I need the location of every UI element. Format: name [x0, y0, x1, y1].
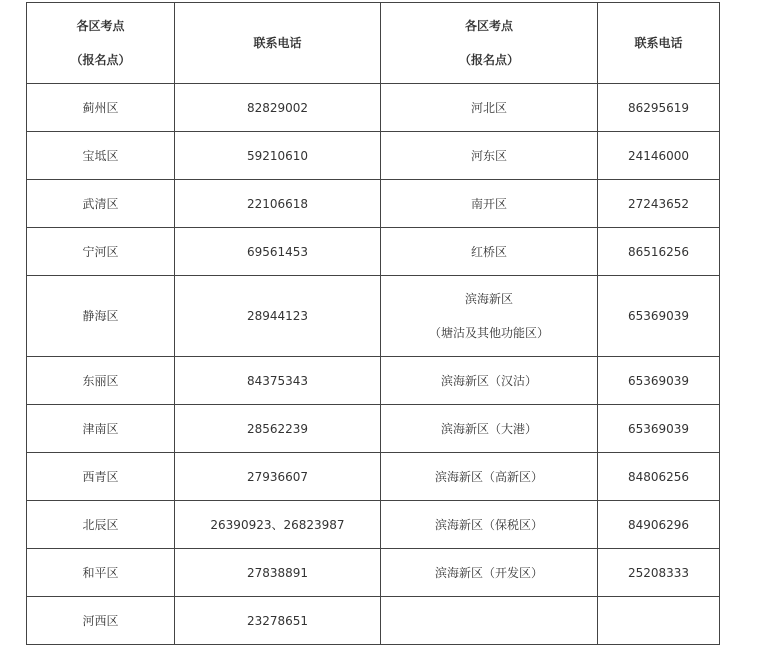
- right-district-cell: 滨海新区（汉沽）: [381, 357, 598, 405]
- left-district-cell: 宁河区: [27, 228, 175, 276]
- right-phone-cell: [598, 597, 720, 645]
- left-district-cell: 蓟州区: [27, 84, 175, 132]
- contact-table: [26, 2, 720, 645]
- left-phone-cell: 27838891: [175, 549, 381, 597]
- table-row: [27, 549, 720, 597]
- left-district-cell: 和平区: [27, 549, 175, 597]
- left-phone-cell: 23278651: [175, 597, 381, 645]
- left-phone-cell: 27936607: [175, 453, 381, 501]
- left-district-cell: 东丽区: [27, 357, 175, 405]
- right-district-cell: 滨海新区（保税区）: [381, 501, 598, 549]
- left-district-cell: 宝坻区: [27, 132, 175, 180]
- right-phone-cell: 86295619: [598, 84, 720, 132]
- table-row: [27, 84, 720, 132]
- left-phone-cell: 28562239: [175, 405, 381, 453]
- left-phone-cell: 22106618: [175, 180, 381, 228]
- header-phone-title: 联系电话: [634, 36, 683, 50]
- right-phone-cell: 86516256: [598, 228, 720, 276]
- right-phone-cell: 84906296: [598, 501, 720, 549]
- header-district-right: [381, 3, 598, 84]
- right-district-cell: 河北区: [381, 84, 598, 132]
- right-district-cell: [381, 597, 598, 645]
- left-phone-cell: 26390923、26823987: [175, 501, 381, 549]
- right-phone-cell: 25208333: [598, 549, 720, 597]
- right-phone-cell: 24146000: [598, 132, 720, 180]
- header-phone-left: [175, 3, 381, 84]
- left-phone-cell: 59210610: [175, 132, 381, 180]
- right-district-cell: 滨海新区（大港）: [381, 405, 598, 453]
- table-row: [27, 405, 720, 453]
- table-row: [27, 132, 720, 180]
- right-phone-cell: 65369039: [598, 276, 720, 357]
- table-row: [27, 276, 720, 357]
- header-district-left: [27, 3, 175, 84]
- left-district-cell: 津南区: [27, 405, 175, 453]
- left-phone-cell: 84375343: [175, 357, 381, 405]
- table-row: [27, 357, 720, 405]
- header-district-title: 各区考点: [464, 19, 513, 33]
- table-row: [27, 453, 720, 501]
- header-phone-title: 联系电话: [253, 36, 302, 50]
- right-phone-cell: 27243652: [598, 180, 720, 228]
- table-row: [27, 597, 720, 645]
- table-row: [27, 180, 720, 228]
- right-phone-cell: 65369039: [598, 405, 720, 453]
- right-district-cell: 南开区: [381, 180, 598, 228]
- table-header-row: [27, 3, 720, 84]
- header-phone-right: [598, 3, 720, 84]
- right-phone-cell: 65369039: [598, 357, 720, 405]
- right-district-cell: 滨海新区（高新区）: [381, 453, 598, 501]
- header-district-subtitle: （报名点）: [458, 53, 519, 67]
- right-district-cell: 河东区: [381, 132, 598, 180]
- right-phone-cell: 84806256: [598, 453, 720, 501]
- right-district-name: 滨海新区: [464, 292, 513, 306]
- left-district-cell: 北辰区: [27, 501, 175, 549]
- left-phone-cell: 69561453: [175, 228, 381, 276]
- header-district-subtitle: （报名点）: [70, 53, 131, 67]
- header-district-title: 各区考点: [76, 19, 125, 33]
- left-district-cell: 静海区: [27, 276, 175, 357]
- left-district-cell: 西青区: [27, 453, 175, 501]
- table-row: [27, 501, 720, 549]
- right-district-cell: 滨海新区（开发区）: [381, 549, 598, 597]
- left-district-cell: 武清区: [27, 180, 175, 228]
- right-district-note: （塘沽及其他功能区）: [428, 326, 549, 340]
- right-district-cell: 红桥区: [381, 228, 598, 276]
- right-district-cell: [381, 276, 598, 357]
- left-phone-cell: 28944123: [175, 276, 381, 357]
- table-row: [27, 228, 720, 276]
- left-district-cell: 河西区: [27, 597, 175, 645]
- left-phone-cell: 82829002: [175, 84, 381, 132]
